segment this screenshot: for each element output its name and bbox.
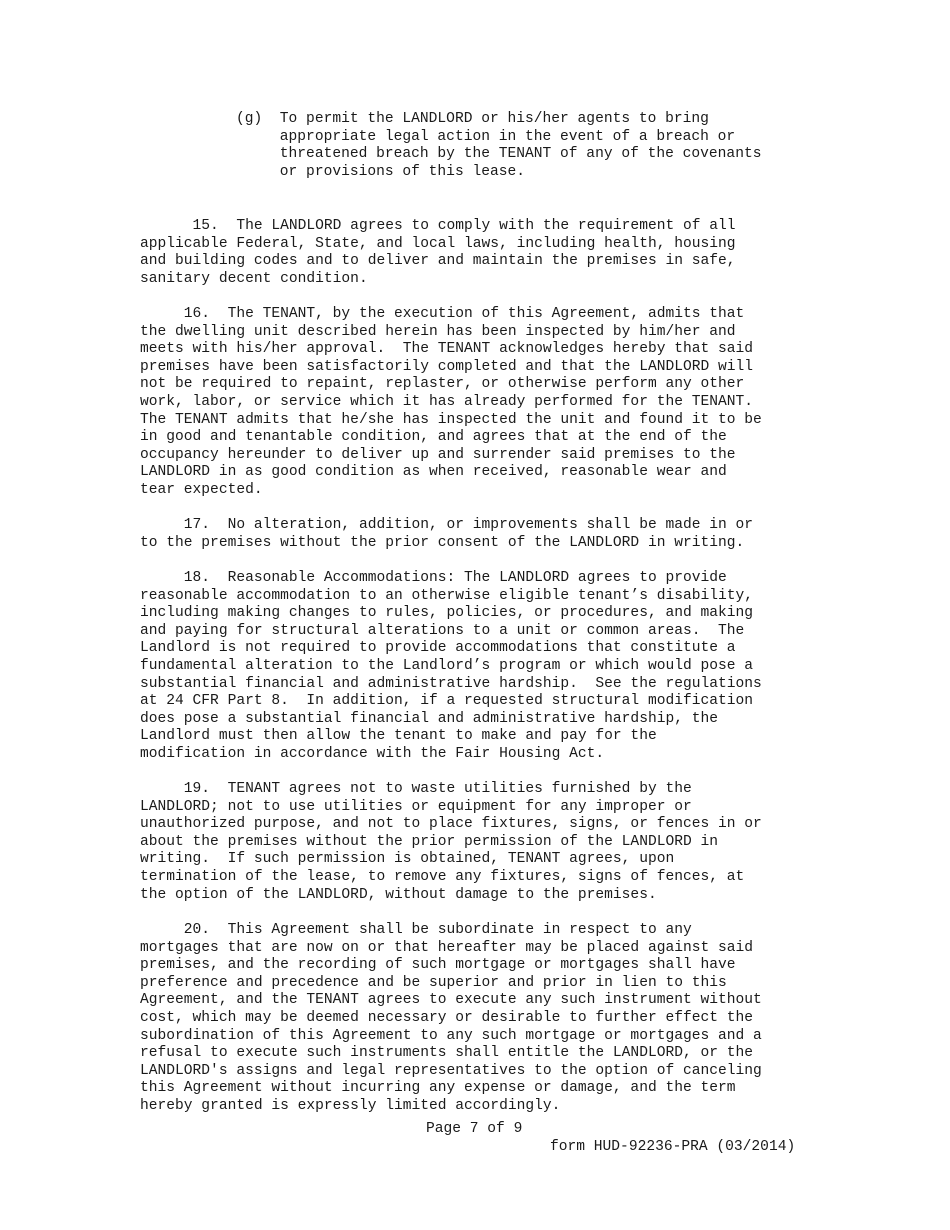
paragraph-17: 17. No alteration, addition, or improvements shall be made in or to the premises without the prior consent of the LANDLORD in writing. [140, 517, 754, 551]
form-identifier: form HUD-92236-PRA (03/2014) [550, 1139, 796, 1155]
paragraph-18: 18. Reasonable Accommodations: The LANDLORD agrees to provide reasonable accommodation to an otherwise eligible tenant’s disability, including making changes to rules, policies, or procedures, and making and paying for structural alterations to a unit or common areas. The Landlord is not required to provide accommodations that constitute a fundamental alteration to the Landlord’s program or which would pose a substantial financial and administrative hardship. See the regulations at 24 CFR Part 8. In addition, if a requested structural modification does pose a substantial financial and administrative hardship, the Landlord must then allow the tenant to make and pay for the modification in accordance with the Fair Housing Act. [140, 570, 762, 762]
lease-item-g: (g) To permit the LANDLORD or his/her agents to bring appropriate legal action in the event of a breach or threatened breach by the TENANT of any of the covenants or provisions of this lease. [236, 111, 762, 180]
paragraph-20: 20. This Agreement shall be subordinate in respect to any mortgages that are now on or that hereafter may be placed against said premises, and the recording of such mortgage or mortgages shall have preference and precedence and be superior and prior in lien to this Agreement, and the TENANT agrees to execute any such instrument without cost, which may be deemed necessary or desirable to further effect the subordination of this Agreement to any such mortgage or mortgages and a refusal to execute such instruments shall entitle the LANDLORD, or the LANDLORD's assigns and legal representatives to the option of canceling this Agreement without incurring any expense or damage, and the term hereby granted is expressly limited accordingly. [140, 922, 762, 1114]
paragraph-15: 15. The LANDLORD agrees to comply with the requirement of all applicable Federal, State, and local laws, including health, housing and building codes and to deliver and maintain the premises in safe, sanitary decent condition. [140, 218, 736, 287]
paragraph-19: 19. TENANT agrees not to waste utilities furnished by the LANDLORD; not to use utilities or equipment for any improper or unauthorized purpose, and not to place fixtures, signs, or fences in or about the premises without the prior permission of the LANDLORD in writing. If such permission is obtained, TENANT agrees, upon termination of the lease, to remove any fixtures, signs of fences, at the option of the LANDLORD, without damage to the premises. [140, 781, 762, 903]
paragraph-16: 16. The TENANT, by the execution of this Agreement, admits that the dwelling unit described herein has been inspected by him/her and meets with his/her approval. The TENANT acknowledges hereby that said premises have been satisfactorily completed and that the LANDLORD will not be required to repaint, replaster, or otherwise perform any other work, labor, or service which it has already performed for the TENANT. The TENANT admits that he/she has inspected the unit and found it to be in good and tenantable condition, and agrees that at the end of the occupancy hereunder to deliver up and surrender said premises to the LANDLORD in as good condition as when received, reasonable wear and tear expected. [140, 306, 762, 498]
page-number: Page 7 of 9 [426, 1121, 523, 1137]
